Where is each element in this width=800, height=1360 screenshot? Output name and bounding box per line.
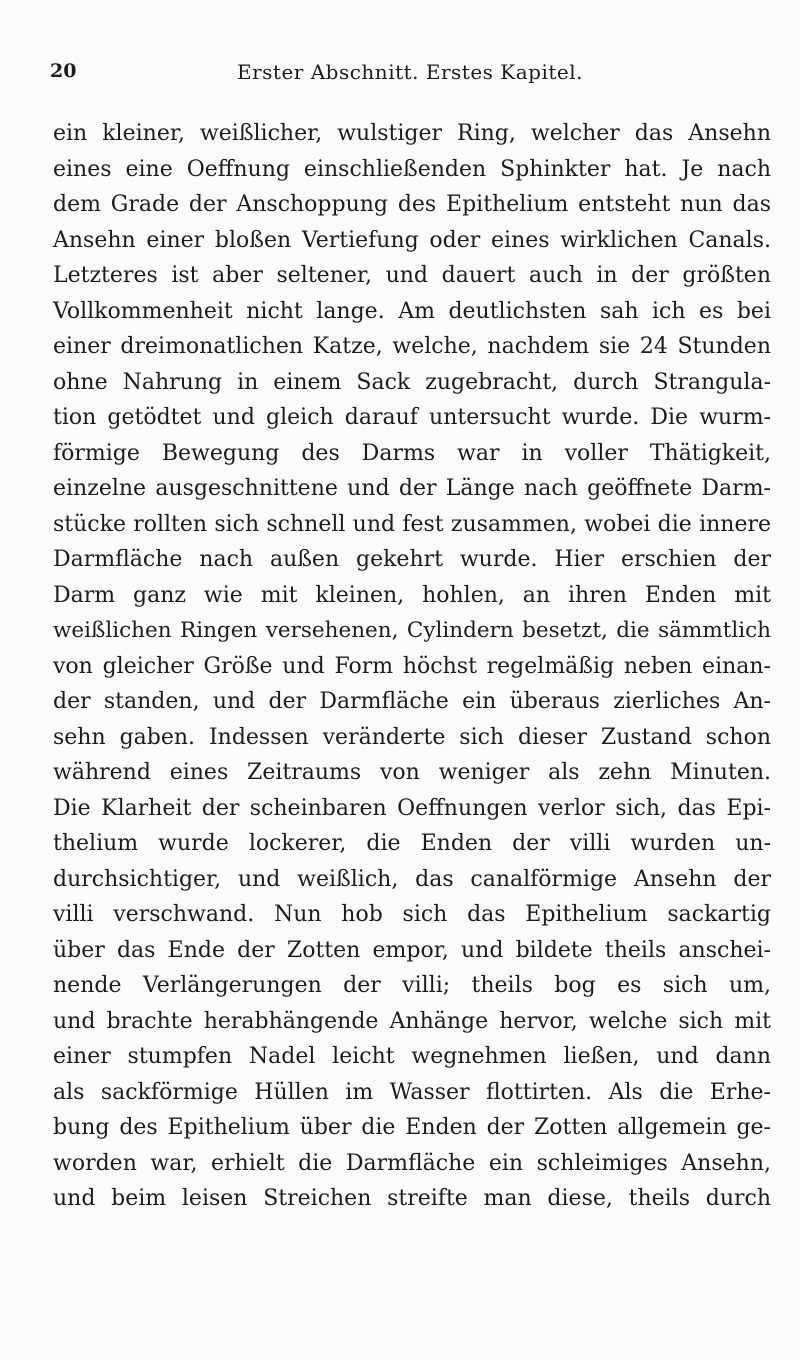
- text-line: Die Klarheit der scheinbaren Oeffnungen verlor sich, das Epi-: [53, 795, 771, 821]
- text-line: einzelne ausgeschnittene und der Länge nach geöffnete Darm-: [53, 476, 771, 501]
- text-line: während eines Zeitraums von weniger als zehn Minuten.: [53, 760, 771, 785]
- text-line: eines eine Oeffnung einschließenden Sphinkter hat. Je nach: [53, 156, 771, 182]
- running-head-title: Erster Abschnitt. Erstes Kapitel.: [237, 60, 583, 84]
- text-line: einer stumpfen Nadel leicht wegnehmen ließen, und dann: [53, 1044, 771, 1069]
- text-line: dem Grade der Anschoppung des Epithelium entsteht nun das: [53, 192, 771, 217]
- running-head: [50, 60, 770, 90]
- text-line: stücke rollten sich schnell und fest zusammen, wobei die innere: [53, 511, 771, 537]
- text-line: nende Verlängerungen der villi; theils bog es sich um,: [53, 973, 771, 998]
- text-line: tion getödtet und gleich darauf untersucht wurde. Die wurm-: [53, 405, 771, 430]
- text-line: einer dreimonatlichen Katze, welche, nachdem sie 24 Stunden: [53, 334, 771, 359]
- body-text: [53, 116, 771, 1217]
- text-line: villi verschwand. Nun hob sich das Epithelium sackartig: [53, 902, 771, 927]
- text-line: der standen, und der Darmfläche ein überaus zierliches An-: [53, 689, 771, 714]
- text-line: ohne Nahrung in einem Sack zugebracht, durch Strangula-: [53, 369, 771, 395]
- text-line: Letzteres ist aber seltener, und dauert auch in der größten: [53, 263, 771, 288]
- text-line: von gleicher Größe und Form höchst regelmäßig neben einan-: [53, 653, 771, 679]
- text-line: durchsichtiger, und weißlich, das canalförmige Ansehn der: [53, 866, 771, 892]
- text-line: ein kleiner, weißlicher, wulstiger Ring, welcher das Ansehn: [53, 121, 771, 146]
- text-line: thelium wurde lockerer, die Enden der villi wurden un-: [53, 831, 771, 856]
- text-line: worden war, erhielt die Darmfläche ein schleimiges Ansehn,: [53, 1150, 771, 1176]
- text-line: bung des Epithelium über die Enden der Zotten allgemein ge-: [53, 1115, 771, 1140]
- text-line: Darm ganz wie mit kleinen, hohlen, an ihren Enden mit: [53, 582, 771, 608]
- page-number: 20: [50, 60, 77, 82]
- text-line: Vollkommenheit nicht lange. Am deutlichsten sah ich es bei: [53, 298, 771, 324]
- text-line: über das Ende der Zotten empor, und bildete theils anschei-: [53, 937, 771, 963]
- text-line: sehn gaben. Indessen veränderte sich dieser Zustand schon: [53, 724, 771, 750]
- text-line: und beim leisen Streichen streifte man diese, theils durch: [53, 1186, 771, 1211]
- text-line: Darmfläche nach außen gekehrt wurde. Hier erschien der: [53, 547, 771, 572]
- text-line: förmige Bewegung des Darms war in voller Thätigkeit,: [53, 440, 771, 466]
- text-line: und brachte herabhängende Anhänge hervor, welche sich mit: [53, 1008, 771, 1034]
- text-line: Ansehn einer bloßen Vertiefung oder eines wirklichen Canals.: [53, 227, 771, 253]
- text-line: weißlichen Ringen versehenen, Cylindern besetzt, die sämmtlich: [53, 618, 771, 643]
- text-line: als sackförmige Hüllen im Wasser flottirten. Als die Erhe-: [53, 1079, 771, 1105]
